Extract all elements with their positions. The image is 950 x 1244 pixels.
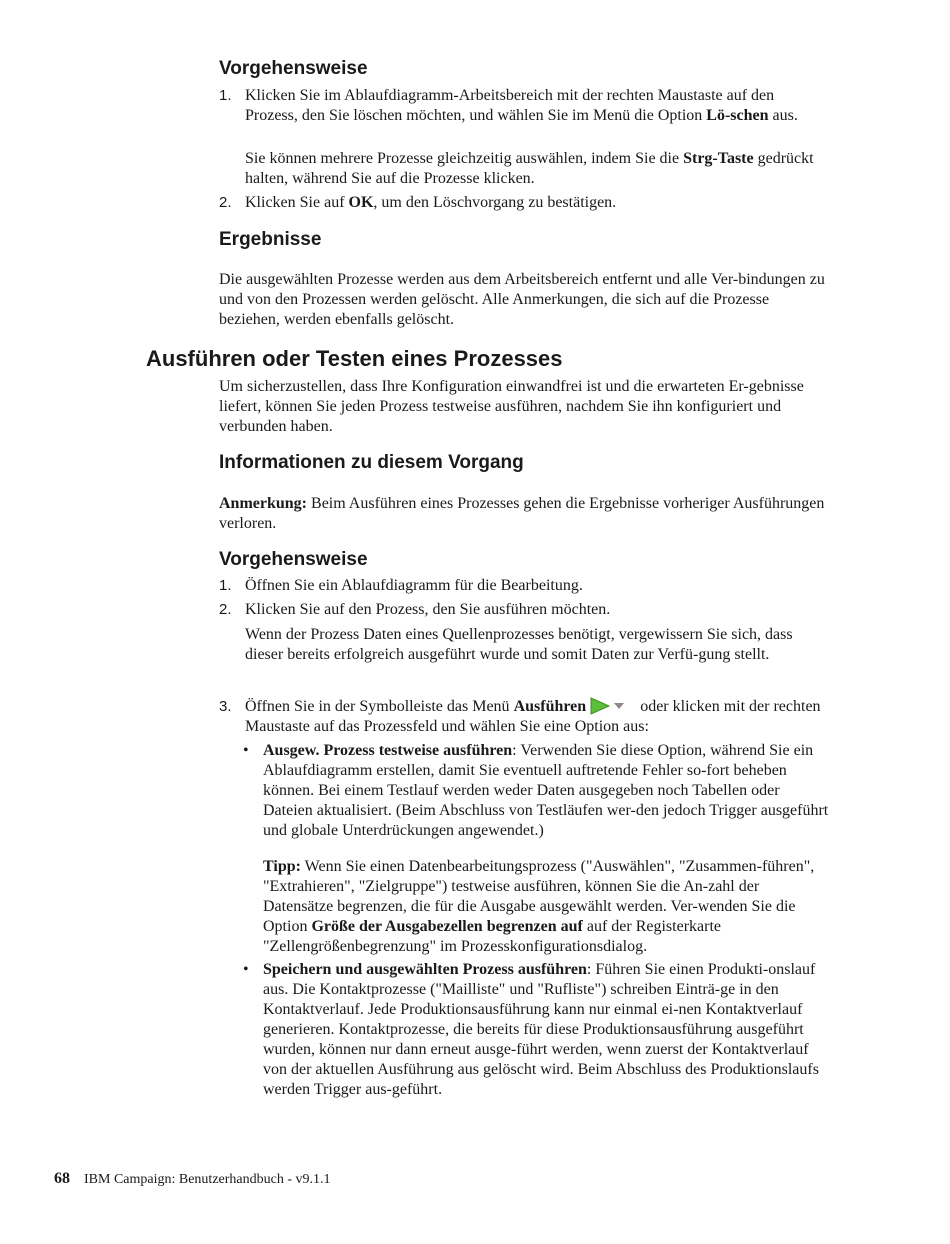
note-text: Sie können mehrere Prozesse gleichzeitig auswählen, indem Sie die <box>245 150 684 167</box>
step-text: aus. <box>768 107 798 124</box>
anmerkung <box>219 494 831 534</box>
note-bold: Strg-Taste <box>683 150 754 167</box>
bullet-dot: • <box>243 961 249 978</box>
step-number: 1. <box>219 87 232 104</box>
page-number: 68 <box>54 1170 70 1187</box>
step-text: , um den Löschvorgang zu bestätigen. <box>373 194 617 211</box>
heading-ausfuehren: Ausführen oder Testen eines Prozesses <box>146 346 563 371</box>
bullet-bold: Ausgew. Prozess testweise ausführen <box>263 742 513 759</box>
bullet-text: : Führen Sie einen Produkti-onslauf aus. Die Kontaktprozesse ("Mailliste" und "Rufliste") schreiben Einträ-ge in den Kontaktverlauf. Jede Produktionsausführung kann nur einmal ei-nen Kontaktverlauf generieren. Kontaktprozesse, die bereits für diese Produktionsausführung ausgeführt wurden, können nur dann erneut ausge-führt werden, wenn zuerst der Kontaktverlauf von der aktuellen Ausführung aus gelöscht wird. Beim Abschluss des Produktionslaufs werden Trigger aus-geführt. <box>263 961 819 1098</box>
tip-text: auf der Registerkarte "Zellengrößenbegrenzung" im Prozesskonfigurationsdialog. <box>263 918 721 955</box>
note-text: Wenn der Prozess Daten eines Quellenprozesses benötigt, vergewissern Sie sich, dass dieser bereits erfolgreich ausgeführt wurde und somit Daten zur Verfü-gung stellt. <box>245 626 793 663</box>
heading-vorgehensweise-2: Vorgehensweise <box>219 549 368 570</box>
heading-vorgehensweise-1: Vorgehensweise <box>219 58 368 79</box>
step-2-click <box>219 600 831 620</box>
run-menu-icon <box>590 697 630 715</box>
bullet-dot: • <box>243 742 249 759</box>
tip <box>243 857 831 957</box>
step-2-note <box>219 625 831 665</box>
note-text: Beim Ausführen eines Prozesses gehen die Ergebnisse vorheriger Ausführungen verloren. <box>219 495 825 532</box>
step-1-note <box>219 149 831 189</box>
bullet-production-run <box>243 960 831 1100</box>
step-text: Klicken Sie auf <box>245 194 349 211</box>
note-label: Anmerkung: <box>219 495 308 512</box>
step-number: 2. <box>219 601 232 618</box>
bullet-text: : Verwenden Sie diese Option, während Sie ein Ablaufdiagramm erstellen, damit Sie eventuell auftretende Fehler so-fort beheben können. Bei einem Testlauf werden weder Daten ausgegeben noch Tabellen oder Dateien aktualisiert. (Beim Abschluss von Testläufen wer-den jedoch Trigger ausgeführt und globale Unterdrückungen angewendet.) <box>263 742 829 839</box>
tip-text: Wenn Sie einen Datenbearbeitungsprozess ("Auswählen", "Zusammen-führen", "Extrahieren", "Zielgruppe") testweise ausführen, können Sie die An-zahl der Datensätze begrenzen, die für die Ausgabe ausgewählt werden. Ver-wenden Sie die Option <box>263 858 815 935</box>
step-number: 2. <box>219 194 232 211</box>
bullet-testrun <box>243 741 831 841</box>
step-text: oder klicken mit der rechten Maustaste auf das Prozessfeld und wählen Sie eine Option aus: <box>245 698 821 735</box>
step-bold: Ausführen <box>513 698 587 715</box>
step-1-delete <box>219 86 831 126</box>
step-2-confirm <box>219 193 831 213</box>
step-text: Öffnen Sie in der Symbolleiste das Menü <box>245 698 514 715</box>
ausfuehren-intro: Um sicherzustellen, dass Ihre Konfiguration einwandfrei ist und die erwarteten Er-gebnisse liefert, können Sie jeden Prozess testweise ausführen, nachdem Sie ihn konfiguriert und verbunden haben. <box>219 378 804 435</box>
step-3-run-menu <box>219 697 831 737</box>
note-text: gedrückt halten, während Sie auf die Prozesse klicken. <box>245 150 814 187</box>
ergebnisse-text: Die ausgewählten Prozesse werden aus dem Arbeitsbereich entfernt und alle Ver-bindungen zu und von den Prozessen werden gelöscht. Alle Anmerkungen, die sich auf die Prozesse beziehen, werden ebenfalls gelöscht. <box>219 271 825 328</box>
step-text: Klicken Sie auf den Prozess, den Sie ausführen möchten. <box>245 601 611 618</box>
footer-text: IBM Campaign: Benutzerhandbuch - v9.1.1 <box>84 1172 331 1187</box>
tip-label: Tipp: <box>263 858 301 875</box>
step-1-open <box>219 576 831 596</box>
heading-informationen: Informationen zu diesem Vorgang <box>219 452 524 473</box>
step-number: 3. <box>219 698 232 715</box>
step-bold: OK <box>348 194 374 211</box>
heading-ergebnisse: Ergebnisse <box>219 229 322 250</box>
bullet-bold: Speichern und ausgewählten Prozess ausführen <box>263 961 587 978</box>
step-text: Öffnen Sie ein Ablaufdiagramm für die Bearbeitung. <box>245 577 583 594</box>
tip-bold: Größe der Ausgabezellen begrenzen auf <box>311 918 583 935</box>
step-number: 1. <box>219 577 232 594</box>
step-text: Klicken Sie im Ablaufdiagramm-Arbeitsbereich mit der rechten Maustaste auf den Prozess, den Sie löschen möchten, und wählen Sie im Menü die Option <box>245 87 775 124</box>
step-bold: Lö-schen <box>706 107 769 124</box>
page-footer <box>54 1170 331 1188</box>
